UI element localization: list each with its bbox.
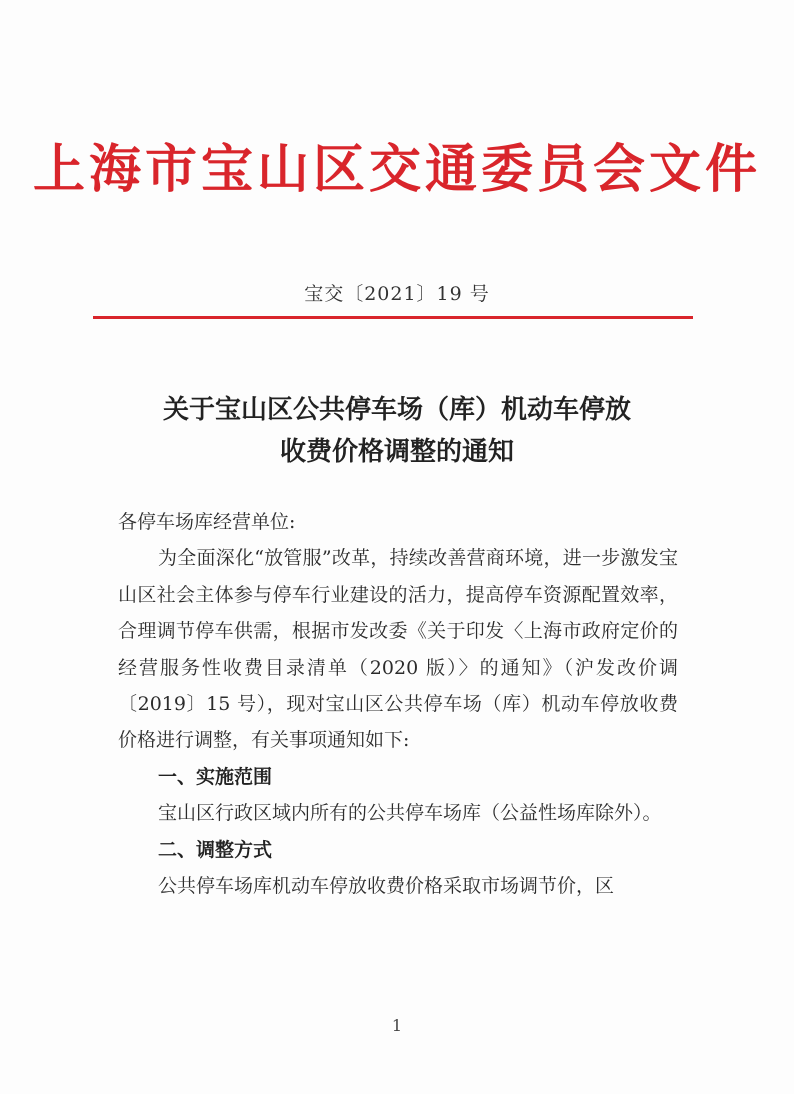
- section-text-scope: 宝山区行政区域内所有的公共停车场库（公益性场库除外）。: [158, 802, 662, 825]
- salutation: 各停车场库经营单位:: [118, 511, 296, 533]
- document-number: 宝交〔2021〕19 号: [304, 283, 490, 305]
- notice-body: [118, 504, 678, 904]
- section-heading-scope: 一、实施范围: [158, 765, 273, 788]
- red-divider: [93, 316, 693, 319]
- masthead-title: 上海市宝山区交通委员会文件: [32, 140, 761, 200]
- notice-title-line-1: 关于宝山区公共停车场（库）机动车停放: [162, 395, 631, 425]
- notice-title-line-2: 收费价格调整的通知: [279, 437, 514, 467]
- page-number: 1: [391, 1016, 403, 1035]
- intro-paragraph: 为全面深化“放管服”改革，持续改善营商环境，进一步激发宝山区社会主体参与停车行业建设的活力，提高停车资源配置效率，合理调节停车供需，根据市发改委《关于印发〈上海市政府定价的经营服务性收费目录清单（2020 版）〉的通知》（沪发改价调〔2019〕15 号），现对宝山区公共停车场（库）机动车停放收费价格进行调整，有关事项通知如下:: [118, 547, 678, 752]
- notice-title: [60, 389, 734, 473]
- section-text-method: 公共停车场库机动车停放收费价格采取市场调节价，区: [158, 875, 615, 898]
- section-heading-method: 二、调整方式: [158, 838, 273, 861]
